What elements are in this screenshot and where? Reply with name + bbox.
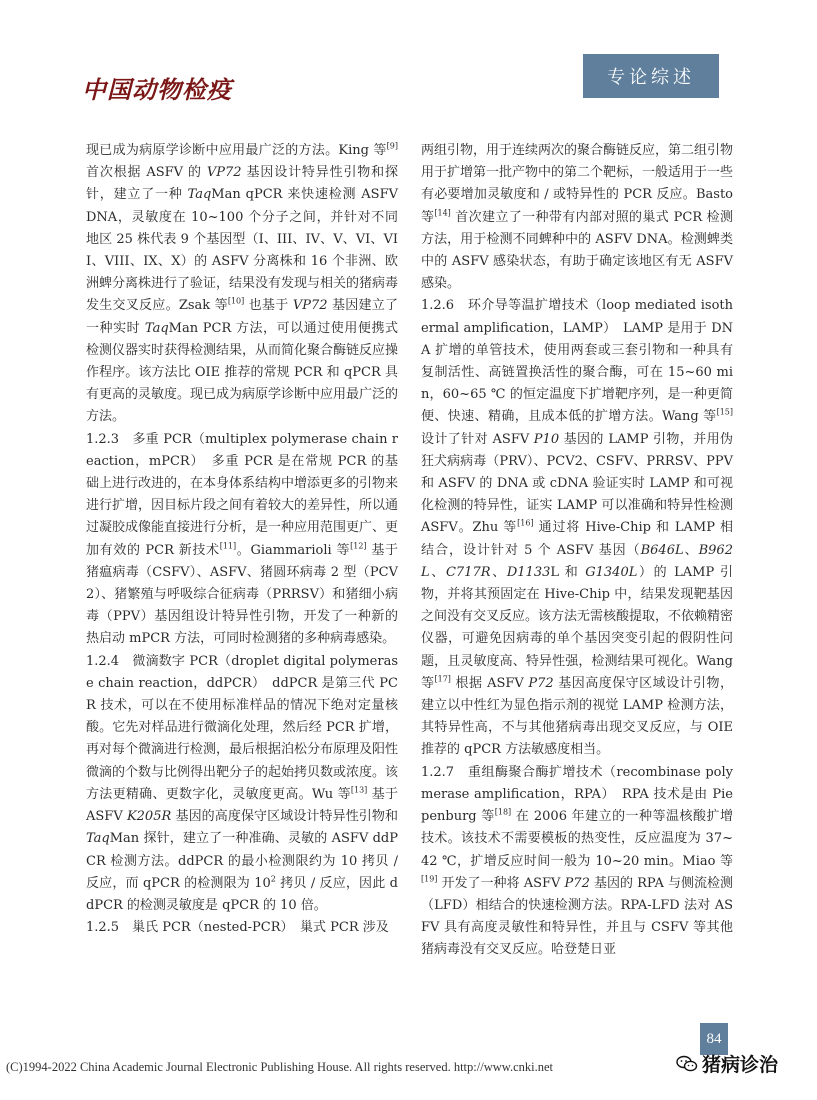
- section-heading: 1.2.4 微滴数字 PCR（droplet digital polymerase chain reaction，ddPCR）: [86, 653, 398, 691]
- citation: [9]: [386, 141, 398, 151]
- citation: [18]: [494, 807, 512, 817]
- section-1-2-5: 1.2.5 巢氏 PCR（nested-PCR） 巢式 PCR 涉及: [86, 920, 389, 936]
- citation: [14]: [434, 208, 451, 218]
- citation: [13]: [350, 785, 368, 795]
- section-1-2-7: 1.2.7 重组酶聚合酶扩增技术（recombinase polymerase amplification，RPA） RPA 技术是由 Piepenburg 等[18] 在 2006 年建立的一种等温核酸扩增技术。该技术不需要模板的热变性，反应温度为 37~42 ℃，扩增反应时间一般为 10~20 min。Miao 等[19] 开发了一种将 ASFV P72 基因的 RPA 与侧流检测（LFD）相结合的快速检测方法。RPA-LFD 法对 ASFV 具有高度灵敏性和特异性，并且与 CSFV 等其他猪病毒没有交叉反应。哈登楚日亚: [421, 764, 733, 958]
- section-heading: 1.2.7 重组酶聚合酶扩增技术（recombinase polymerase amplification，RPA）: [421, 764, 733, 802]
- copyright-notice: (C)1994-2022 China Academic Journal Electronic Publishing House. All rights reserved. http://www.cnki.net: [6, 1060, 554, 1074]
- section-1-2-4: 1.2.4 微滴数字 PCR（droplet digital polymerase chain reaction，ddPCR） ddPCR 是第三代 PCR 技术，可以在不使用标准样品的情况下绝对定量核酸。它先对样品进行微滴化处理，然后经 PCR 扩增，再对每个微滴进行检测，最后根据泊松分布原理及阳性微滴的个数与比例得出靶分子的起始拷贝数或浓度。该方法更精确、更数字化，灵敏度更高。Wu 等[13] 基于 ASFV K205R 基因的高度保守区域设计特异性引物和 TaqMan 探针，建立了一种准确、灵敏的 ASFV ddPCR 检测方法。ddPCR 的最小检测限约为 10 拷贝 / 反应，而 qPCR 的检测限为 $10^2$ 拷贝 / 反应，因此 ddPCR 的检测灵敏度是 qPCR 的 10 倍。: [86, 653, 399, 913]
- citation: [15]: [716, 408, 733, 418]
- watermark: [676, 1050, 778, 1077]
- section-1-2-6: 1.2.6 环介导等温扩增技术（loop mediated isothermal amplification，LAMP） LAMP 是用于 DNA 扩增的单管技术，使用两套或三套引物和一种具有复制活性、高链置换活性的聚合酶，可在 15~60 min，60~65 ℃ 的恒定温度下扩增靶序列，是一种更简便、快速、精确，且成本低的扩增方法。Wang 等[15] 设计了针对 ASFV P10 基因的 LAMP 引物，并用伪狂犬病病毒（PRV）、PCV2、CSFV、PRRSV、PPV 和 ASFV 的 DNA 或 cDNA 验证实时 LAMP 和可视化检测的特异性，证实 LAMP 可以准确和特异性检测 ASFV。Zhu 等[16] 通过将 Hive-Chip 和 LAMP 相结合，设计针对 5 个 ASFV 基因（B646L、B962L、C717R、D1133L 和 G1340L）的 LAMP 引物，并将其预固定在 Hive-Chip 中，结果发现靶基因之间没有交叉反应。该方法无需核酸提取，不依赖精密仪器，可避免因病毒的单个基因突变引起的假阴性问题，且灵敏度高、特异性强，检测结果可视化。Wang 等[17] 根据 ASFV P72 基因高度保守区域设计引物，建立以中性红为显色指示剂的视觉 LAMP 检测方法，其特异性高，不与其他猪病毒出现交叉反应，与 OIE 推荐的 qPCR 方法敏感度相当。: [421, 298, 734, 758]
- citation: [16]: [517, 519, 534, 529]
- left-column: [86, 140, 398, 939]
- journal-logo: 中国动物检疫: [82, 75, 232, 104]
- section-heading: 1.2.6 环介导等温扩增技术（loop mediated isothermal amplification，LAMP）: [421, 298, 733, 336]
- right-column: [421, 140, 733, 962]
- citation: [19]: [421, 874, 438, 884]
- section-tag: 专论综述: [583, 54, 719, 98]
- paragraph: 两组引物，用于连续两次的聚合酶链反应，第二组引物用于扩增第一批产物中的第二个靶标，一般适用于一些有必要增加灵敏度和 / 或特异性的 PCR 反应。Basto 等[14] 首次建立了一种带有内部对照的巢式 PCR 检测方法，用于检测不同蜱种中的 ASFV DNA。检测蜱类中的 ASFV 感染状态，有助于确定该地区有无 ASFV 感染。: [421, 143, 734, 292]
- section-1-2-3: 1.2.3 多重 PCR（multiplex polymerase chain reaction，mPCR） 多重 PCR 是在常规 PCR 的基础上进行改进的，在本身体系结构中增添更多的引物来进行扩增，因目标片段之间有着较大的差异性，所以通过凝胶成像能直接进行分析，是一种应用范围更广、更加有效的 PCR 新技术[11]。Giammarioli 等[12] 基于猪瘟病毒（CSFV）、ASFV、猪圆环病毒 2 型（PCV2）、猪繁殖与呼吸综合征病毒（PRRSV）和猪细小病毒（PPV）基因组设计特异性引物，开发了一种新的热启动 mPCR 方法，可同时检测猪的多种病毒感染。: [86, 431, 399, 647]
- citation: [12]: [350, 541, 367, 551]
- paragraph: 现已成为病原学诊断中应用最广泛的方法。King 等[9] 首次根据 ASFV 的 VP72 基因设计特异性引物和探针，建立了一种 TaqMan qPCR 来快速检测 ASFV DNA，灵敏度在 10~100 个分子之间，并针对不同地区 25 株代表 9 个基因型（I、III、IV、V、VI、VII、VIII、IX、X）的 ASFV 分离株和 16 个非洲、欧洲蜱分离株进行了验证，结果没有发现与相关的猪病毒发生交叉反应。Zsak 等[10] 也基于 VP72 基因建立了一种实时 TaqMan PCR 方法，可以通过使用便携式检测仪器实时获得检测结果，从而简化聚合酶链反应操作程序。该方法比 OIE 推荐的常规 PCR 和 qPCR 具有更高的灵敏度。现已成为病原学诊断中应用最广泛的方法。: [86, 141, 399, 425]
- wechat-icon: [676, 1055, 698, 1073]
- citation: [11]: [219, 541, 237, 551]
- citation: [10]: [227, 297, 245, 307]
- section-heading: 1.2.5 巢氏 PCR（nested-PCR）: [86, 920, 288, 936]
- citation: [17]: [434, 674, 451, 684]
- section-heading: 1.2.3 多重 PCR（multiplex polymerase chain reaction，mPCR）: [86, 431, 398, 469]
- watermark-text: 猪病诊治: [702, 1054, 779, 1076]
- page-number: 84: [700, 1023, 728, 1055]
